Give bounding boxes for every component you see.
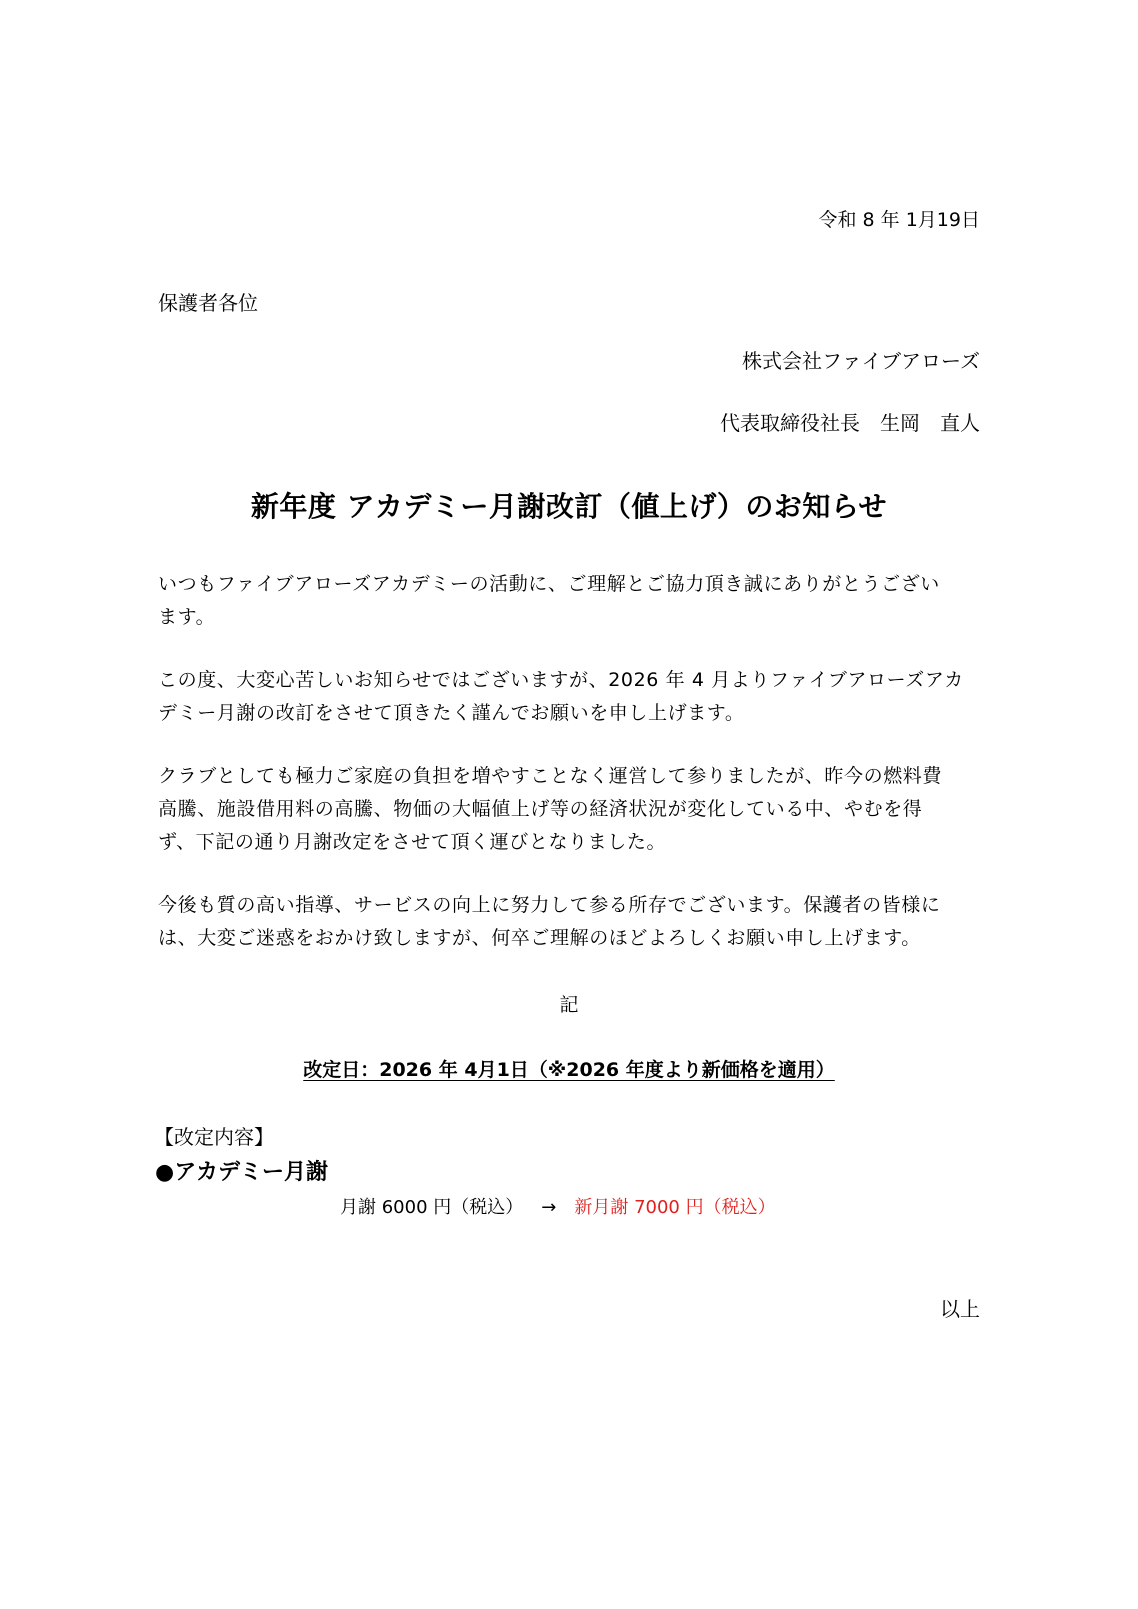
body-paragraph-3 <box>158 760 978 859</box>
new-price: 新月謝 7000 円（税込） <box>574 1197 776 1218</box>
body-paragraph-2 <box>158 664 978 730</box>
representative-name: 代表取締役社長 生岡 直人 <box>720 411 980 435</box>
body-line: クラブとしても極力ご家庭の負担を増やすことなく運営して参りましたが、昨今の燃料費 <box>158 765 943 787</box>
price-change-line <box>340 1193 776 1219</box>
body-line: デミー月謝の改訂をさせて頂きたく謹んでお願いを申し上げます。 <box>158 702 745 724</box>
closing-mark: 以上 <box>940 1297 980 1321</box>
body-line: いつもファイブアローズアカデミーの活動に、ご理解とご協力頂き誠にありがとうござい <box>158 573 940 595</box>
old-price: 月謝 6000 円（税込） <box>340 1197 524 1218</box>
body-line: この度、大変心苦しいお知らせではございますが、2026 年 4 月よりファイブアローズアカ <box>158 669 964 691</box>
revision-date-text: 改定日：2026 年 4月1日（※2026 年度より新価格を適用） <box>303 1059 835 1081</box>
document-date: 令和 8 年 1月19日 <box>818 209 980 231</box>
ki-marker: 記 <box>559 994 579 1016</box>
body-line: 今後も質の高い指導、サービスの向上に努力して参る所存でございます。保護者の皆様に <box>158 894 941 916</box>
body-line: は、大変ご迷惑をおかけ致しますが、何卒ご理解のほどよろしくお願い申し上げます。 <box>158 927 921 949</box>
recipient: 保護者各位 <box>158 291 258 315</box>
body-line: 高騰、施設借用料の高騰、物価の大幅値上げ等の経済状況が変化している中、やむを得 <box>158 798 923 820</box>
document-title: 新年度 アカデミー月謝改訂（値上げ）のお知らせ <box>250 490 888 523</box>
body-line: ず、下記の通り月謝改定をさせて頂く運びとなりました。 <box>158 831 667 853</box>
company-name: 株式会社ファイブアローズ <box>742 349 980 373</box>
revision-date <box>0 1055 1138 1082</box>
contents-heading: 【改定内容】 <box>154 1125 274 1149</box>
body-line: ます。 <box>158 606 216 628</box>
arrow-icon: → <box>541 1197 557 1218</box>
body-paragraph-1 <box>158 568 978 634</box>
body-paragraph-4 <box>158 889 978 955</box>
item-heading: ●アカデミー月謝 <box>155 1160 328 1185</box>
